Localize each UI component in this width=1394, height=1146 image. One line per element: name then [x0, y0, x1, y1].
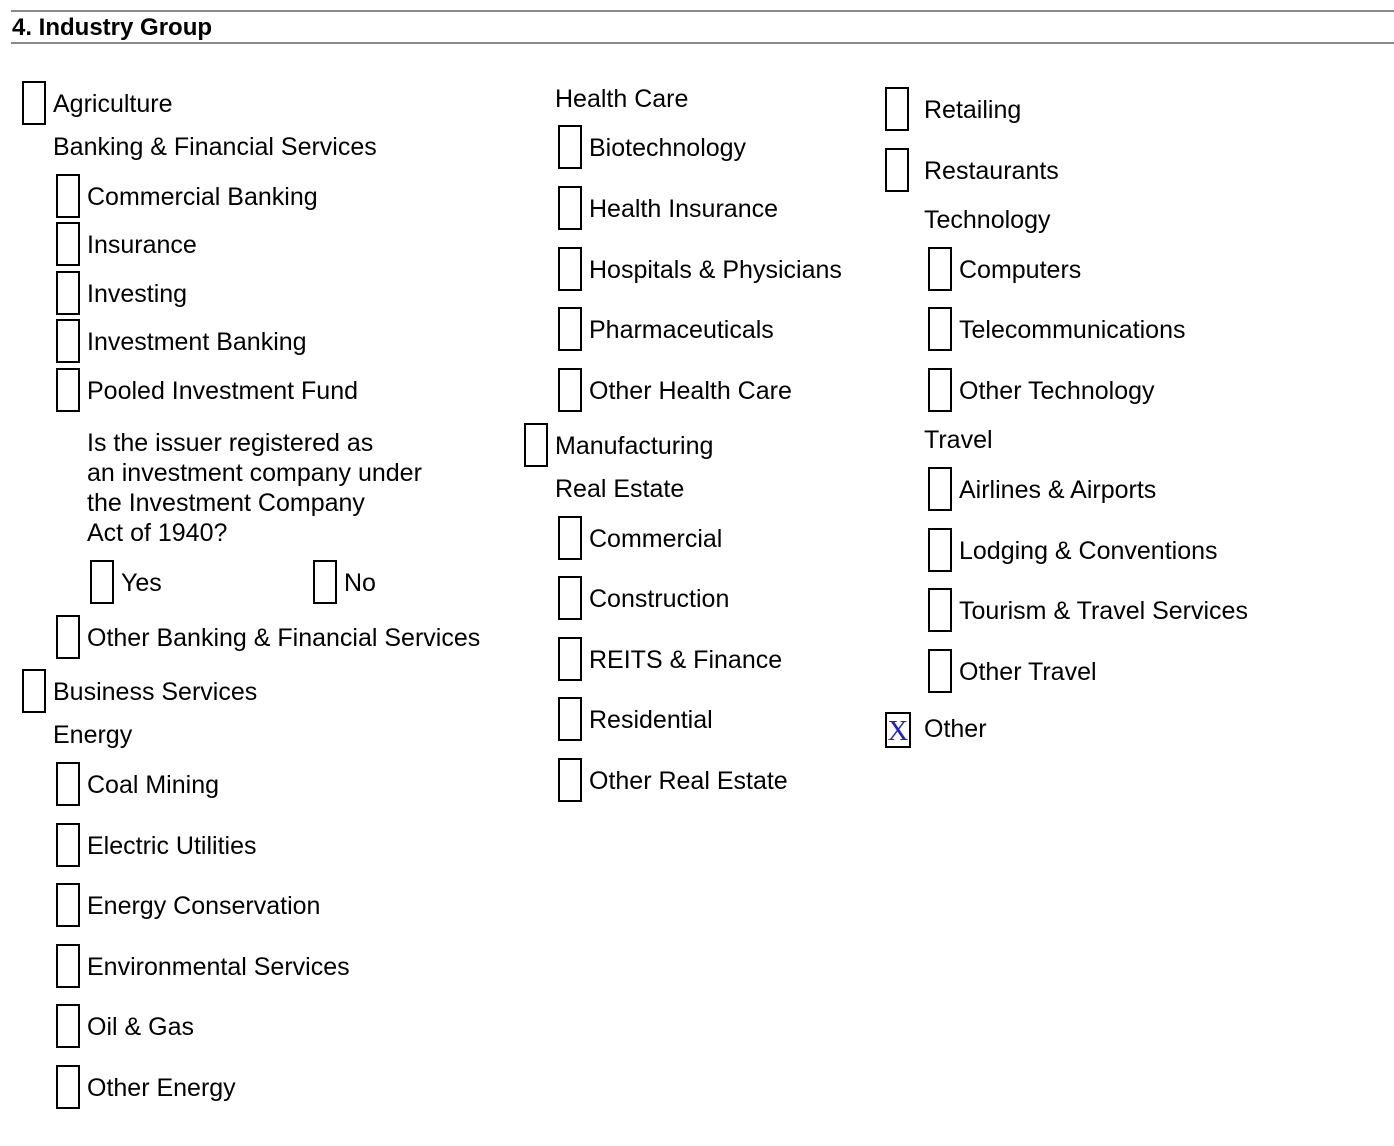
section-title: 4. Industry Group: [12, 14, 213, 41]
top-rule: [11, 10, 1394, 12]
question-line: an investment company under: [87, 459, 422, 487]
reits-finance-label: REITS & Finance: [589, 646, 783, 674]
other-technology-checkbox[interactable]: [928, 368, 952, 412]
biotechnology-label: Biotechnology: [589, 134, 747, 162]
lodging-conventions-label: Lodging & Conventions: [959, 537, 1218, 565]
other-checkbox[interactable]: [885, 712, 911, 748]
commercial-banking-checkbox[interactable]: [56, 174, 80, 218]
hospitals-physicians-checkbox[interactable]: [558, 247, 582, 291]
tourism-travel-label: Tourism & Travel Services: [959, 597, 1248, 625]
real-estate-heading: Real Estate: [555, 475, 685, 503]
travel-heading: Travel: [924, 426, 993, 454]
commercial-banking-label: Commercial Banking: [87, 183, 318, 211]
question-line: Is the issuer registered as: [87, 429, 374, 457]
health-insurance-label: Health Insurance: [589, 195, 779, 223]
hospitals-physicians-label: Hospitals & Physicians: [589, 256, 842, 284]
other-real-estate-checkbox[interactable]: [558, 758, 582, 802]
no-checkbox[interactable]: [313, 560, 337, 604]
agriculture-checkbox[interactable]: [22, 81, 46, 125]
question-line: Act of 1940?: [87, 519, 228, 547]
manufacturing-checkbox[interactable]: [524, 423, 548, 467]
other-health-care-checkbox[interactable]: [558, 368, 582, 412]
investment-banking-label: Investment Banking: [87, 328, 307, 356]
yes-label: Yes: [121, 569, 162, 597]
other-travel-checkbox[interactable]: [928, 649, 952, 693]
insurance-checkbox[interactable]: [56, 222, 80, 266]
electric-utilities-checkbox[interactable]: [56, 823, 80, 867]
other-energy-label: Other Energy: [87, 1074, 236, 1102]
other-banking-checkbox[interactable]: [56, 615, 80, 659]
lodging-conventions-checkbox[interactable]: [928, 528, 952, 572]
retailing-label: Retailing: [924, 96, 1022, 124]
pooled-investment-fund-checkbox[interactable]: [56, 368, 80, 412]
energy-conservation-label: Energy Conservation: [87, 892, 321, 920]
other-energy-checkbox[interactable]: [56, 1065, 80, 1109]
manufacturing-label: Manufacturing: [555, 432, 714, 460]
investment-company-question: [87, 428, 507, 548]
commercial-label: Commercial: [589, 525, 723, 553]
health-insurance-checkbox[interactable]: [558, 186, 582, 230]
business-services-label: Business Services: [53, 678, 258, 706]
coal-mining-label: Coal Mining: [87, 771, 220, 799]
other-technology-label: Other Technology: [959, 377, 1155, 405]
other-banking-label: Other Banking & Financial Services: [87, 624, 481, 652]
other-health-care-label: Other Health Care: [589, 377, 792, 405]
telecommunications-checkbox[interactable]: [928, 307, 952, 351]
question-line: the Investment Company: [87, 489, 365, 517]
title-underline: [11, 42, 1394, 44]
residential-checkbox[interactable]: [558, 697, 582, 741]
agriculture-label: Agriculture: [53, 90, 173, 118]
airlines-airports-checkbox[interactable]: [928, 467, 952, 511]
investing-checkbox[interactable]: [56, 271, 80, 315]
environmental-services-checkbox[interactable]: [56, 944, 80, 988]
energy-conservation-checkbox[interactable]: [56, 883, 80, 927]
oil-gas-label: Oil & Gas: [87, 1013, 194, 1041]
airlines-airports-label: Airlines & Airports: [959, 476, 1157, 504]
pharmaceuticals-checkbox[interactable]: [558, 307, 582, 351]
residential-label: Residential: [589, 706, 713, 734]
investing-label: Investing: [87, 280, 188, 308]
restaurants-checkbox[interactable]: [885, 148, 909, 192]
coal-mining-checkbox[interactable]: [56, 762, 80, 806]
health-care-heading: Health Care: [555, 85, 689, 113]
technology-heading: Technology: [924, 206, 1051, 234]
yes-checkbox[interactable]: [90, 560, 114, 604]
other-travel-label: Other Travel: [959, 658, 1097, 686]
pooled-investment-fund-label: Pooled Investment Fund: [87, 377, 358, 405]
pharmaceuticals-label: Pharmaceuticals: [589, 316, 774, 344]
restaurants-label: Restaurants: [924, 157, 1059, 185]
x-mark-icon: X: [887, 715, 909, 747]
reits-finance-checkbox[interactable]: [558, 637, 582, 681]
other-label: Other: [924, 715, 987, 743]
environmental-services-label: Environmental Services: [87, 953, 350, 981]
construction-label: Construction: [589, 585, 730, 613]
other-real-estate-label: Other Real Estate: [589, 767, 788, 795]
telecommunications-label: Telecommunications: [959, 316, 1186, 344]
computers-label: Computers: [959, 256, 1082, 284]
tourism-travel-checkbox[interactable]: [928, 588, 952, 632]
energy-heading: Energy: [53, 721, 133, 749]
investment-banking-checkbox[interactable]: [56, 319, 80, 363]
oil-gas-checkbox[interactable]: [56, 1004, 80, 1048]
electric-utilities-label: Electric Utilities: [87, 832, 257, 860]
computers-checkbox[interactable]: [928, 247, 952, 291]
banking-heading: Banking & Financial Services: [53, 133, 377, 161]
retailing-checkbox[interactable]: [885, 87, 909, 131]
biotechnology-checkbox[interactable]: [558, 125, 582, 169]
commercial-checkbox[interactable]: [558, 516, 582, 560]
no-label: No: [344, 569, 376, 597]
construction-checkbox[interactable]: [558, 576, 582, 620]
insurance-label: Insurance: [87, 231, 197, 259]
business-services-checkbox[interactable]: [22, 669, 46, 713]
